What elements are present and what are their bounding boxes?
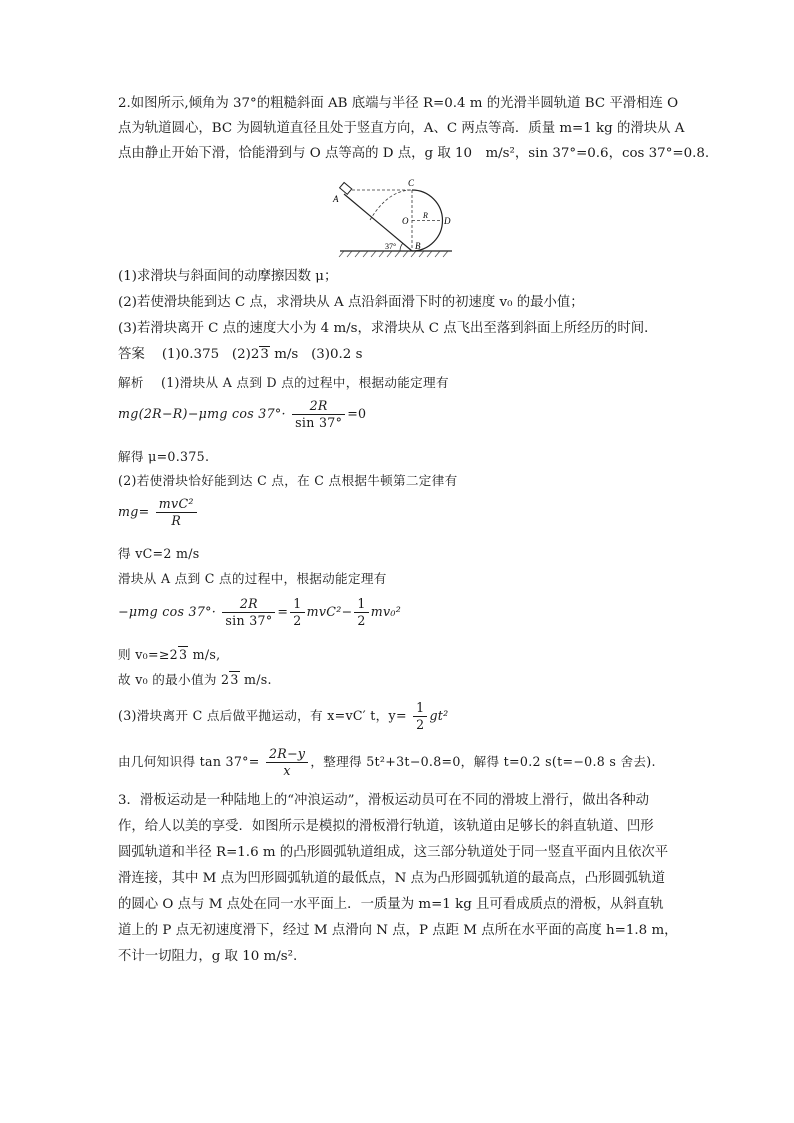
min-unit: m/s. [239, 672, 272, 687]
eq2-denominator: R [171, 513, 182, 528]
eq1-fraction [292, 398, 345, 431]
p3-half [413, 700, 427, 733]
q3-text-line-5: 的圆心 O 点与 M 点处在同一水平面上．一质量为 m=1 kg 且可看成质点的滑板，从斜直轨 [118, 897, 664, 912]
q3-text-line-4: 滑连接，其中 M 点为凹形圆弧轨道的最低点，N 点为凸形圆弧轨道的最高点，凸形圆弧轨道 [118, 871, 666, 886]
solution-p2-b: 滑块从 A 点到 C 点的过程中，根据动能定理有 [118, 571, 387, 586]
q3-text-line-6: 道上的 P 点无初速度滑下，经过 M 点滑向 N 点，P 点距 M 点所在水平面的高度 h=1.8 m， [118, 923, 678, 938]
eq3-fraction-a [222, 596, 275, 629]
eq1-numerator: 2R [292, 398, 345, 415]
geo-denominator: x [283, 763, 291, 778]
label-o: O [402, 216, 409, 226]
answer-2-unit: m/s [269, 347, 299, 362]
q3-text-line-7: 不计一切阻力，g 取 10 m/s². [118, 949, 298, 964]
equation-2 [118, 496, 199, 529]
label-d: D [444, 216, 451, 226]
eq2-left: mg= [118, 504, 150, 519]
label-b: B [415, 241, 421, 251]
min-root: 3 [230, 672, 239, 687]
p3-gt: gt² [429, 708, 449, 723]
solution-label: 解析 [118, 375, 144, 390]
solution-then [118, 646, 220, 664]
solution-p2: (2)若使滑块恰好能到达 C 点，在 C 点根据牛顿第二定律有 [118, 473, 458, 488]
solution-geometry [118, 746, 656, 779]
geo-fraction [266, 746, 308, 779]
equation-3 [118, 596, 401, 629]
label-c: C [408, 178, 415, 188]
then-root: 3 [178, 647, 188, 662]
eq2-fraction [156, 496, 197, 529]
eq3-term-1: mvC²− [306, 604, 353, 619]
label-r: R [423, 211, 428, 220]
q3-text-line-3: 圆弧轨道和半径 R=1.6 m 的凸形圆弧轨道组成，这三部分轨道处于同一竖直平面内且依次平 [118, 845, 669, 860]
eq3-half-1 [290, 596, 304, 629]
answer-3: (3)0.2 s [311, 347, 363, 362]
q3-text-line-1: 3．滑板运动是一种陆地上的“冲浪运动”，滑板运动员可在不同的滑坡上滑行，做出各种动 [118, 793, 650, 808]
q2-text-line-1: 2.如图所示,倾角为 37°的粗糙斜面 AB 底端与半径 R=0.4 m 的光滑半圆轨道 BC 平滑相连 O [118, 96, 679, 111]
q2-text-line-2: 点为轨道圆心，BC 为圆轨道直径且处于竖直方向，A、C 两点等高．质量 m=1 kg 的滑块从 A [118, 121, 685, 136]
eq3-eq: = [277, 604, 289, 619]
solution-p1 [118, 374, 449, 392]
q2-text-line-3: 点由静止开始下滑，恰能滑到与 O 点等高的 D 点，g 取 10 m/s²，sin 37°=0.6，cos 37°=0.8. [118, 146, 710, 161]
answer-1: (1)0.375 [161, 347, 220, 362]
then-unit: m/s, [188, 647, 221, 662]
min-text: 故 v₀ 的最小值为 2 [118, 672, 230, 687]
q2-subquestion-3: (3)若滑块离开 C 点的速度大小为 4 m/s，求滑块从 C 点飞出至落到斜面上所经历的时间． [118, 321, 658, 336]
solution-min [118, 671, 272, 689]
eq3-half-2-num: 1 [354, 596, 368, 613]
then-text: 则 v₀=≥2 [118, 647, 178, 662]
p3-half-den: 2 [416, 717, 425, 732]
solution-p3 [118, 700, 449, 733]
eq2-numerator: mvC² [156, 496, 197, 513]
eq3-half-1-den: 2 [293, 613, 302, 628]
geo-numerator: 2R−y [266, 746, 308, 763]
eq1-denominator: sin 37° [295, 415, 343, 430]
eq3-numerator: 2R [222, 596, 275, 613]
equation-1 [118, 398, 366, 431]
solution-vc: 得 vC=2 m/s [118, 546, 200, 561]
q3-text-line-2: 作，给人以美的享受．如图所示是模拟的滑板滑行轨道，该轨道由足够长的斜直轨道、凹形 [118, 819, 654, 834]
slider-block [340, 182, 352, 194]
eq3-term-2: mv₀² [370, 604, 402, 619]
incline-semicircle-diagram [330, 172, 480, 260]
eq3-half-2-den: 2 [357, 613, 366, 628]
p3-half-num: 1 [413, 700, 427, 717]
solution-p1-result: 解得 μ=0.375. [118, 449, 210, 464]
geo-text-a: 由几何知识得 tan 37°= [118, 754, 260, 769]
eq3-left: −μmg cos 37°· [118, 604, 217, 619]
answer-line [118, 346, 362, 364]
q2-subquestion-1: (1)求滑块与斜面间的动摩擦因数 μ； [118, 269, 338, 284]
eq1-left: mg(2R−R)−μmg cos 37°· [118, 406, 286, 421]
p3-text: (3)滑块离开 C 点后做平抛运动，有 x=vC′ t，y= [118, 708, 407, 723]
eq3-half-1-num: 1 [290, 596, 304, 613]
answer-2-root: 3 [260, 347, 269, 362]
label-a: A [333, 194, 339, 204]
q2-subquestion-2: (2)若使滑块能到达 C 点，求滑块从 A 点沿斜面滑下时的初速度 v₀ 的最小值； [118, 295, 584, 310]
solution-p1-text: (1)滑块从 A 点到 D 点的过程中，根据动能定理有 [161, 375, 449, 390]
eq3-denominator: sin 37° [225, 613, 273, 628]
geo-text-b: ，整理得 5t²+3t−0.8=0，解得 t=0.2 s(t=−0.8 s 舍去). [310, 754, 656, 769]
eq3-half-2 [354, 596, 368, 629]
label-angle: 37° [385, 242, 397, 251]
eq1-right: =0 [347, 406, 367, 421]
answer-label: 答案 [118, 347, 145, 362]
answer-2: (2)2 [231, 347, 260, 362]
